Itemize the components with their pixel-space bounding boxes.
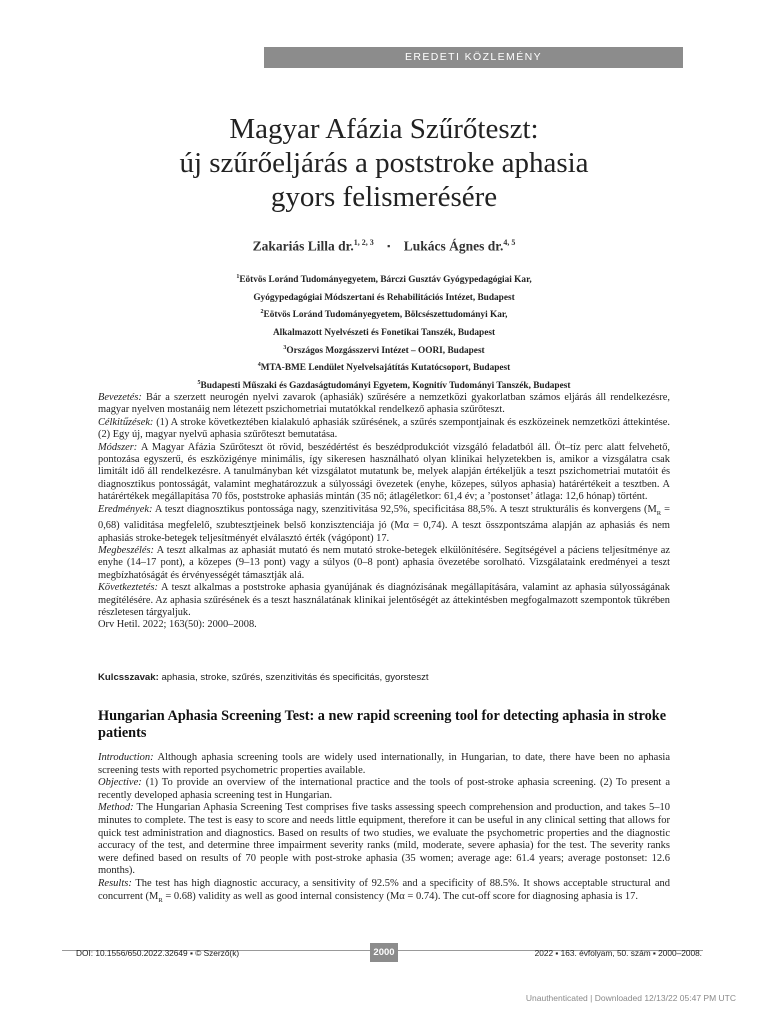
author-name: Zakariás Lilla dr. [252, 238, 354, 254]
footer-doi[interactable]: DOI: 10.1556/650.2022.32649 ▪ © Szerző(k) [76, 948, 240, 958]
section-label: Megbeszélés: [98, 544, 154, 556]
affiliation-line [0, 288, 768, 306]
page-number: 2000 [370, 943, 398, 962]
keywords-label: Kulcsszavak: [98, 672, 159, 683]
section-label: Introduction: [98, 752, 154, 763]
download-stamp: Unauthenticated | Downloaded 12/13/22 05:47 PM UTC [525, 993, 736, 1003]
section-text: (1) A stroke következtében kialakuló aphasiák szűrésének, a szűrés szempontjainak és eszközeinek nemzetközi áttekintése. (2) Egy új, magyar nyelvű aphasia szűrőteszt bemutatása. [98, 416, 670, 441]
affiliation-line [0, 323, 768, 341]
section-label: Bevezetés: [98, 392, 142, 403]
abstract-objective [98, 777, 670, 802]
section-text: Bár a szerzett neurogén nyelvi zavarok (aphasiák) szűrésére a nemzetközi gyakorlatban számos eljárás áll rendelkezésre, magyar nyelven mostanáig nem létezett pszichometriai mutatókkal rendelkező aphasia szűrőteszt. [98, 392, 670, 416]
section-label: Módszer: [98, 441, 138, 453]
affiliation-line [0, 270, 768, 288]
affiliation-list [0, 270, 768, 394]
author-affiliation-refs: 4, 5 [503, 238, 516, 247]
author-name: Lukács Ágnes dr. [403, 238, 504, 254]
abstract-discussion [98, 545, 670, 582]
affiliation-number: 1 [236, 274, 240, 280]
abstract-intro [98, 752, 670, 777]
abstract-method [98, 442, 670, 504]
keywords-text: aphasia, stroke, szűrés, szenzitivitás és specificitás, gyorsteszt [158, 672, 429, 683]
section-text: = 0,68) validitása megfelelő, szubtesztjeinek belső konzisztenciája jó (Mα = 0,74). A teszt összpontszáma alapján az aphasiás és nem aphasiás stroke-betegek teljesítményét elválasztó érték (vágópont) 17. [98, 503, 670, 544]
title-line-2: új szűrőeljárás a poststroke aphasia [179, 147, 589, 179]
abstract-method [98, 802, 670, 878]
author-affiliation-refs: 1, 2, 3 [353, 238, 374, 247]
affiliation-number: 5 [197, 380, 201, 387]
citation: Orv Hetil. 2022; 163(50): 2000–2008. [98, 619, 257, 631]
affiliation-line [0, 358, 768, 376]
section-text: (1) To provide an overview of the international practice and the tools of post-stroke aphasia screening. (2) To present a recently developed aphasia screening test in Hungarian. [98, 777, 670, 801]
section-label: Eredmények: [98, 503, 153, 515]
section-text: The test has high diagnostic accuracy, a sensitivity of 92.5% and a specificity of 88.5%. It shows acceptable structural and concurrent (M [98, 877, 670, 902]
author-list [0, 238, 768, 255]
english-title: Hungarian Aphasia Screening Test: a new rapid screening tool for detecting aphasia in stroke patients [98, 708, 667, 741]
affiliation-text: Eötvös Loránd Tudományegyetem, Bárczi Gusztáv Gyógypedagógiai Kar, [239, 275, 532, 286]
subscript: R [656, 509, 662, 517]
footer-issue: 2022 ▪ 163. évfolyam, 50. szám ▪ 2000–2008. [534, 948, 702, 958]
section-text: The Hungarian Aphasia Screening Test comprises five tasks assessing speech comprehension and production, and takes 5–10 minutes to complete. The test is easy to score and needs little equipment, therefore it can be useful in any clinical setting that allows for quick test administration and diagnostics. Based on results of two studies, we evaluate the psychometric properties and the diagnostic accuracy of the test, and determine three impairment severity ranks (mild, moderate, severe aphasia) for the test. The severity ranks were defined based on results of 70 people with post-stroke aphasia (35 women; average age: 61.4 years; average postonset: 12.6 months). [98, 802, 670, 877]
keywords [98, 672, 429, 683]
affiliation-text: Budapesti Műszaki és Gazdaságtudományi Egyetem, Kognitív Tudományi Tanszék, Budapest [200, 381, 571, 392]
abstract-intro [98, 392, 670, 417]
title-line-3: gyors felismerésére [270, 181, 498, 213]
section-text: A teszt diagnosztikus pontossága nagy, szenzitivitása 92,5%, specificitása 88,5%. A teszt strukturális és konvergens (M [152, 503, 657, 515]
section-label: EREDETI KÖZLEMÉNY [264, 47, 683, 68]
abstract-results [98, 504, 670, 545]
section-label: Célkitűzések: [98, 416, 154, 428]
section-label: Method: [98, 802, 134, 814]
section-label: Következtetés: [98, 582, 159, 594]
author-separator: ▪ [387, 240, 391, 251]
section-text: A Magyar Afázia Szűrőteszt öt rövid, beszédértést és beszédprodukciót vizsgáló feladatból áll. Öt–tíz perc alatt felvehető, pontozása egyszerű, és eszközigénye minimális, így sikeresen használható olyan klinikai helyzetekben is, amikor a vizsgálatra csak limitált idő áll rendelkezésre. A tanulmányban két vizsgálatot mutatunk be, melyek alapján értékeljük a teszt pszichometriai mutatóit és diagnosztikus pontosságát, valamint meghatározzuk a súlyossági övezetek (enyhe, közepes, súlyos aphasia) határértékeit a tesztben. A határértékek megállapítása 70 fős, poststroke aphasiás mintán (35 nő; átlagéletkor: 61,4 év; a ’postonset’ átlaga: 12,6 hónap) történt. [98, 441, 670, 503]
section-label: Results: [98, 877, 132, 889]
section-text: A teszt alkalmas a poststroke aphasia gyanújának és diagnózisának megállapítására, valamint az aphasia súlyosságának megítélésére. Az aphasia szűrésének és a teszt használatának klinikai jelentőségét az áttekintésben megfogalmazott szempontok tükrében részletesen tárgyaljuk. [98, 582, 670, 618]
section-text: A teszt alkalmas az aphasiát mutató és nem mutató stroke-betegek elkülönítésére. Segítségével a páciens teljesítménye az enyhe (14–17 pont), a közepes (9–13 pont) vagy a súlyos (0–8 pont) aphasia övezetébe sorolható. Vizsgálataink eredményei a teszt megbízhatóságát és érvényességét támasztják alá. [98, 544, 670, 581]
affiliation-text: Országos Mozgásszervi Intézet – OORI, Budapest [286, 345, 485, 356]
abstract-hungarian [98, 392, 670, 632]
affiliation-number: 2 [260, 309, 264, 316]
affiliation-line [0, 341, 768, 359]
article-title [100, 112, 668, 214]
title-line-1: Magyar Afázia Szűrőteszt: [229, 113, 539, 145]
affiliation-text: Gyógypedagógiai Módszertani és Rehabilitációs Intézet, Budapest [253, 292, 515, 303]
section-text: = 0.68) validity as well as good internal consistency (Mα = 0.74). The cut-off score for diagnosing aphasia is 17. [162, 890, 639, 902]
section-label: Objective: [98, 777, 142, 789]
affiliation-number: 3 [283, 344, 287, 351]
affiliation-line [0, 305, 768, 323]
affiliation-text: MTA-BME Lendület Nyelvelsajátítás Kutatócsoport, Budapest [260, 363, 511, 374]
abstract-english [98, 752, 670, 907]
abstract-results [98, 878, 670, 907]
abstract-aim [98, 417, 670, 442]
abstract-conclusion [98, 582, 670, 619]
affiliation-text: Eötvös Loránd Tudományegyetem, Bölcsészettudományi Kar, [263, 310, 508, 321]
subscript: R [158, 896, 163, 904]
affiliation-text: Alkalmazott Nyelvészeti és Fonetikai Tanszék, Budapest [272, 328, 496, 339]
affiliation-number: 4 [257, 362, 261, 369]
section-text: Although aphasia screening tools are widely used internationally, in Hungarian, to date, there have been no aphasia screening tests with reported psychometric properties available. [98, 752, 670, 776]
